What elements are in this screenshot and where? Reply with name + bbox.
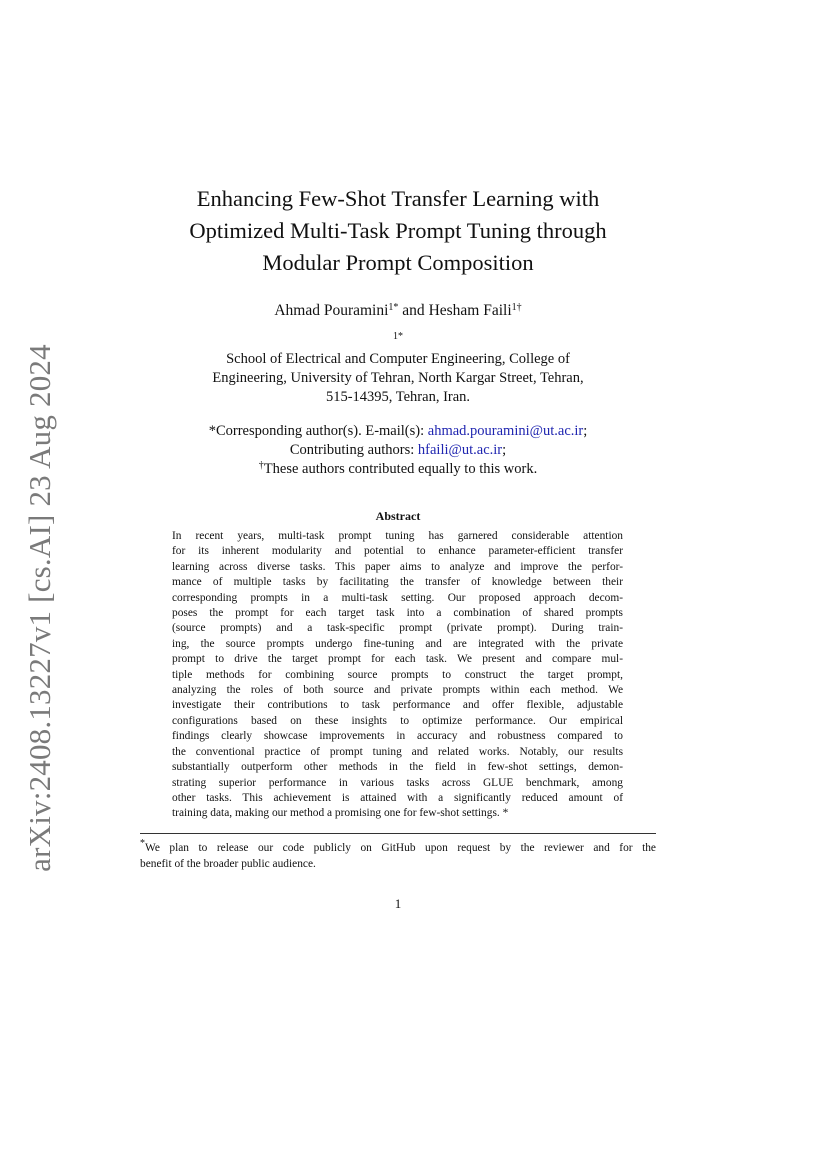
footnote-mark: * [140,838,145,849]
affiliation-line: Engineering, University of Tehran, North Kargar Street, Tehran, [212,370,584,386]
abstract-line: poses the prompt for each target task into a combination of shared prompts [172,607,623,620]
corresponding-author-line: *Corresponding author(s). E-mail(s): ahmad.pouramini@ut.ac.ir; [208,423,588,439]
abstract-line: the conventional practice of prompt tuning and related works. Notably, our results [172,745,623,758]
abstract-line: In recent years, multi-task prompt tuning has garnered considerable attention [172,530,623,542]
abstract-line: other tasks. This achievement is attained with a significantly reduced amount of [172,791,623,804]
equal-contribution-note: †These authors contributed equally to this work. [258,460,538,477]
arxiv-identifier-stamp[interactable] [12,344,68,872]
footnote-line: benefit of the broader public audience. [140,858,316,870]
title-line: Enhancing Few-Shot Transfer Learning with [196,186,600,211]
author-name: Hesham Faili [428,302,512,319]
affiliation-line: $^{1*}$ School of Electrical and Computer Engineering, College of [226,331,570,367]
contributing-authors-line: Contributing authors: hfaili@ut.ac.ir; [289,442,507,458]
affiliation-mark: 1* [393,331,403,342]
abstract-line: findings clearly showcase improvements in accuracy and robustness compared to [172,730,623,743]
correspondence-block [140,422,656,479]
abstract-line: ing, the source prompts undergo fine-tuning and are integrated with the private [172,637,623,650]
page-number: 1 [394,896,402,911]
abstract-line: for its inherent modularity and potential to enhance parameter-efficient transfer [172,545,623,558]
abstract-line: investigate their contributions to task performance and offer flexible, adjustable [172,699,623,712]
abstract-line: learning across diverse tasks. This paper aims to analyze and improve the perfor- [172,560,623,573]
author-affiliation-mark: 1* [388,302,399,313]
title-line: Modular Prompt Composition [262,250,534,275]
affiliation-block [140,331,656,407]
abstract-line: strating superior performance in various tasks across GLUE benchmark, among [172,776,623,789]
abstract-line: tiple methods for combining source prompts to construct the target prompt, [172,668,623,681]
abstract-body [172,529,623,822]
author-list [140,302,656,320]
contributing-email-link[interactable]: hfaili@ut.ac.ir [417,442,503,458]
corresponding-email-link[interactable]: ahmad.pouramini@ut.ac.ir [427,423,584,439]
paper-title [140,183,656,279]
arxiv-identifier-text: arXiv:2408.13227v1 [cs.AI] 23 Aug 2024 [22,344,57,872]
abstract-line: (source prompts) and a task-specific prompt (private prompt). During train- [172,622,623,635]
abstract-line: training data, making our method a promising one for few-shot settings. * [172,807,509,820]
footnote-line: *We plan to release our code publicly on GitHub upon request by the reviewer and for the [140,838,656,854]
footnote [140,840,656,872]
author-affiliation-mark: 1† [511,302,522,313]
affiliation-line: 515-14395, Tehran, Iran. [325,389,471,405]
abstract-line: analyzing the roles of both source and private prompts within each method. We [172,684,623,697]
dagger-mark: † [258,460,264,471]
title-line: Optimized Multi-Task Prompt Tuning through [189,218,607,243]
abstract-line: mance of multiple tasks by facilitating the transfer of knowledge between their [172,576,623,589]
footnote-divider [140,833,656,834]
author-connector: and [398,302,429,319]
abstract-line: configurations based on these insights to optimize performance. Our empirical [172,714,623,727]
abstract-heading: Abstract [375,509,421,523]
abstract-line: substantially outperform other methods in the field in few-shot settings, demon- [172,761,623,774]
author-name: Ahmad Pouramini [274,302,389,319]
abstract-line: corresponding prompts in a multi-task setting. Our proposed approach decom- [172,591,623,604]
abstract-line: prompt to drive the target prompt for each task. We present and compare mul- [172,653,623,666]
